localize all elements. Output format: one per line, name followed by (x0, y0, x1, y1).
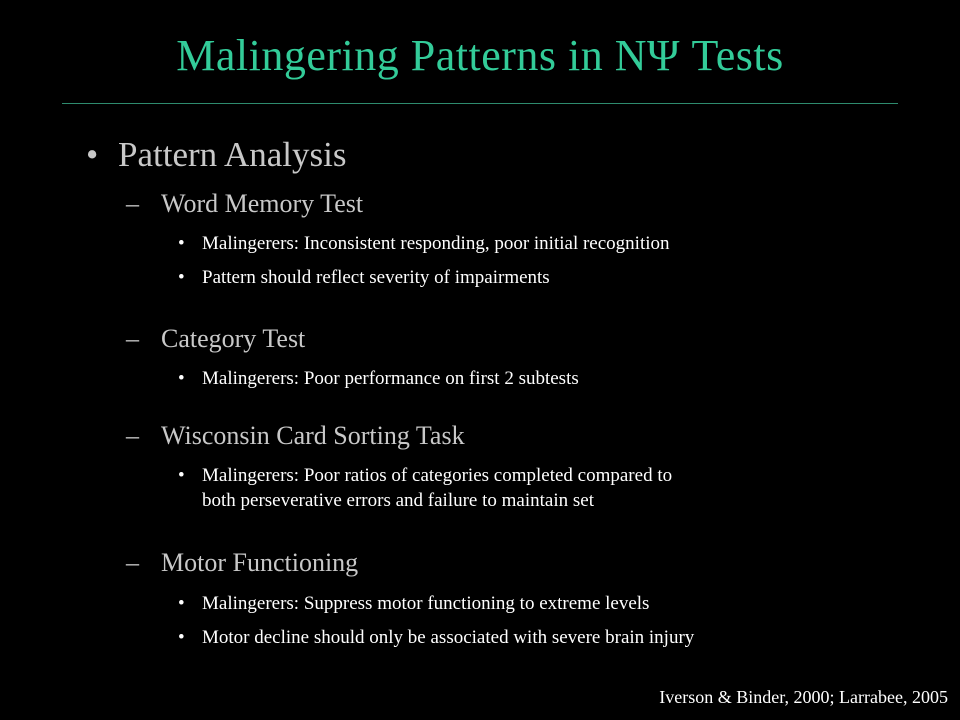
main-bullet-label: Pattern Analysis (118, 135, 347, 174)
dash-glyph: – (126, 189, 139, 218)
list-item-text: Pattern should reflect severity of impairments (202, 267, 550, 288)
bullet-glyph: • (178, 267, 185, 288)
dash-glyph: – (126, 421, 139, 450)
list-item-text: Malingerers: Poor ratios of categories completed compared to both perseverative errors and failure to maintain set (202, 465, 673, 511)
bullet-glyph: • (178, 368, 185, 389)
bullet-glyph: • (178, 627, 185, 648)
section-heading-label: Category Test (161, 324, 306, 353)
main-bullet (86, 135, 346, 175)
bullet-glyph: • (178, 593, 185, 614)
bullet-glyph: • (86, 135, 99, 174)
title-divider (62, 103, 898, 104)
list-item (178, 591, 898, 616)
section-heading-word-memory-test (126, 189, 363, 219)
list-item-text: Malingerers: Suppress motor functioning to extreme levels (202, 593, 650, 614)
section-heading-label: Wisconsin Card Sorting Task (161, 421, 465, 450)
section-heading-label: Motor Functioning (161, 548, 359, 577)
bullet-glyph: • (178, 465, 185, 486)
slide-title: Malingering Patterns in NΨ Tests (176, 31, 784, 80)
list-item-text: Malingerers: Poor performance on first 2 subtests (202, 368, 579, 389)
dash-glyph: – (126, 324, 139, 353)
list-item (178, 625, 898, 650)
list-item-text: Malingerers: Inconsistent responding, poor initial recognition (202, 233, 670, 254)
section-heading-category-test (126, 324, 305, 354)
list-item-text: Motor decline should only be associated with severe brain injury (202, 627, 695, 648)
dash-glyph: – (126, 548, 139, 577)
list-item (178, 463, 898, 513)
section-heading-label: Word Memory Test (161, 189, 364, 218)
section-heading-wisconsin-card-sorting-task (126, 421, 465, 451)
list-item (178, 265, 898, 290)
bullet-glyph: • (178, 233, 185, 254)
list-item (178, 366, 898, 391)
citation: Iverson & Binder, 2000; Larrabee, 2005 (659, 687, 948, 707)
list-item (178, 231, 898, 256)
section-heading-motor-functioning (126, 548, 358, 578)
